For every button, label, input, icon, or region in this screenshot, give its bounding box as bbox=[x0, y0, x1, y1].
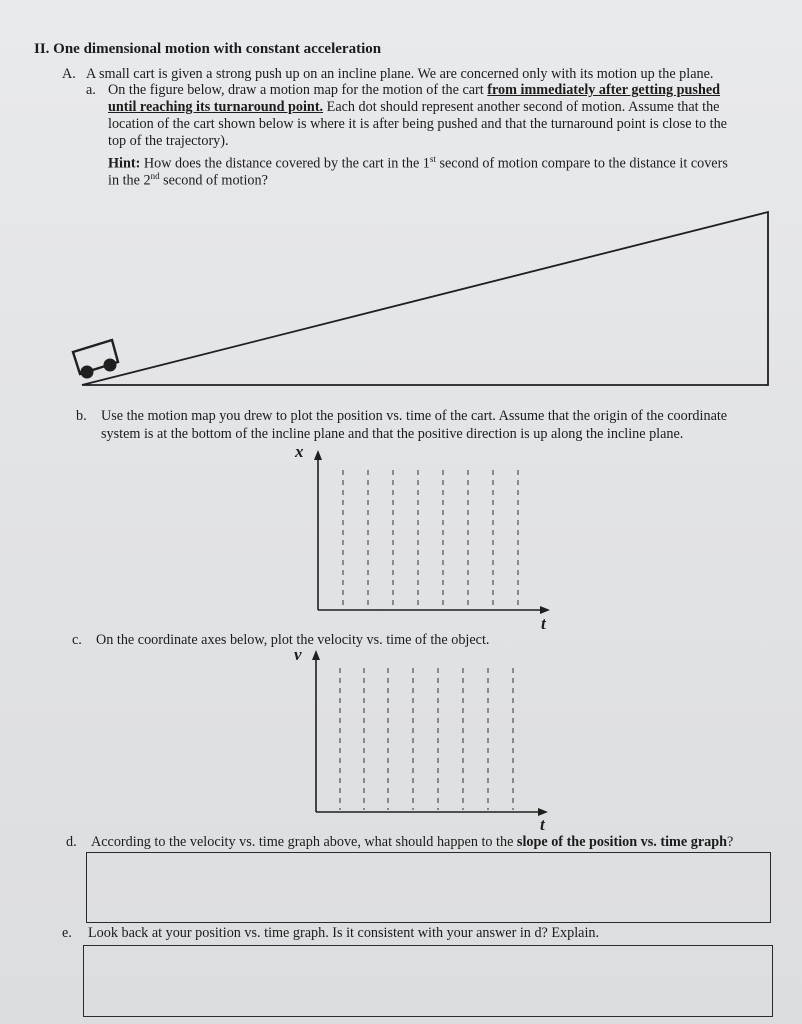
part-d-end: ? bbox=[726, 834, 734, 850]
answer-box-d[interactable] bbox=[86, 852, 771, 923]
part-e-question: Look back at your position vs. time graph. Is it consistent with your answer in d? Explain. bbox=[88, 925, 600, 941]
hint-text1: How does the distance covered by the cart in the 1 bbox=[140, 155, 430, 172]
part-c-line1: On the coordinate axes below, plot the velocity vs. time of the object. bbox=[96, 632, 490, 648]
velocity-time-gridlines bbox=[340, 668, 513, 810]
item-a-line1-underlined: from immediately after getting pushed bbox=[487, 82, 721, 98]
cart-wheel-rear bbox=[81, 366, 94, 379]
velocity-graph-y-label: v bbox=[294, 645, 302, 664]
hint-line2b: second of motion? bbox=[159, 172, 268, 189]
item-a-line1-text: On the figure below, draw a motion map for the motion of the cart bbox=[108, 82, 488, 98]
part-b-line2: system is at the bottom of the incline plane and that the positive direction is up along the incline plane. bbox=[101, 426, 684, 442]
part-d-bold: slope of the position vs. time graph bbox=[516, 834, 727, 850]
incline-plane bbox=[82, 212, 768, 385]
answer-box-e[interactable] bbox=[83, 945, 773, 1017]
velocity-graph-x-label: t bbox=[540, 815, 545, 834]
part-d-label: d. bbox=[66, 834, 77, 850]
hint-line2a: in the 2 bbox=[108, 172, 151, 189]
velocity-time-axes bbox=[312, 650, 548, 816]
item-a-line2-text: Each dot should represent another second of motion. Assume that the bbox=[323, 99, 720, 115]
position-graph-x-label: t bbox=[541, 614, 546, 633]
position-time-axes bbox=[314, 450, 550, 614]
item-a-line4: top of the trajectory). bbox=[108, 133, 229, 149]
part-d-question bbox=[91, 834, 733, 851]
section-heading: II. One dimensional motion with constant acceleration bbox=[34, 41, 382, 57]
cart-wheel-front bbox=[104, 359, 117, 372]
item-a-line3: location of the cart shown below is where it is after being pushed and that the turnaround point is close to the bbox=[108, 116, 727, 132]
part-b-line1: Use the motion map you drew to plot the position vs. time of the cart. Assume that the origin of the coordinate bbox=[101, 408, 728, 424]
item-a-label: a. bbox=[86, 82, 96, 98]
part-a-intro: A small cart is given a strong push up on an incline plane. We are concerned only with its motion up the plane. bbox=[86, 66, 714, 82]
hint-sup1: st bbox=[429, 154, 436, 164]
hint-label: Hint: bbox=[108, 155, 141, 172]
part-e-label: e. bbox=[62, 925, 72, 941]
part-b-label: b. bbox=[76, 408, 87, 424]
hint-sup2: nd bbox=[150, 171, 160, 181]
part-d-text: According to the velocity vs. time graph above, what should happen to the bbox=[91, 834, 517, 850]
hint-text2: second of motion compare to the distance it covers bbox=[435, 155, 728, 172]
item-a-line2-underlined: until reaching its turnaround point. bbox=[108, 99, 324, 115]
part-c-label: c. bbox=[72, 632, 82, 648]
position-time-gridlines bbox=[343, 470, 518, 608]
position-graph-y-label: x bbox=[295, 442, 304, 461]
cart bbox=[73, 340, 118, 379]
part-a-label: A. bbox=[62, 66, 76, 82]
